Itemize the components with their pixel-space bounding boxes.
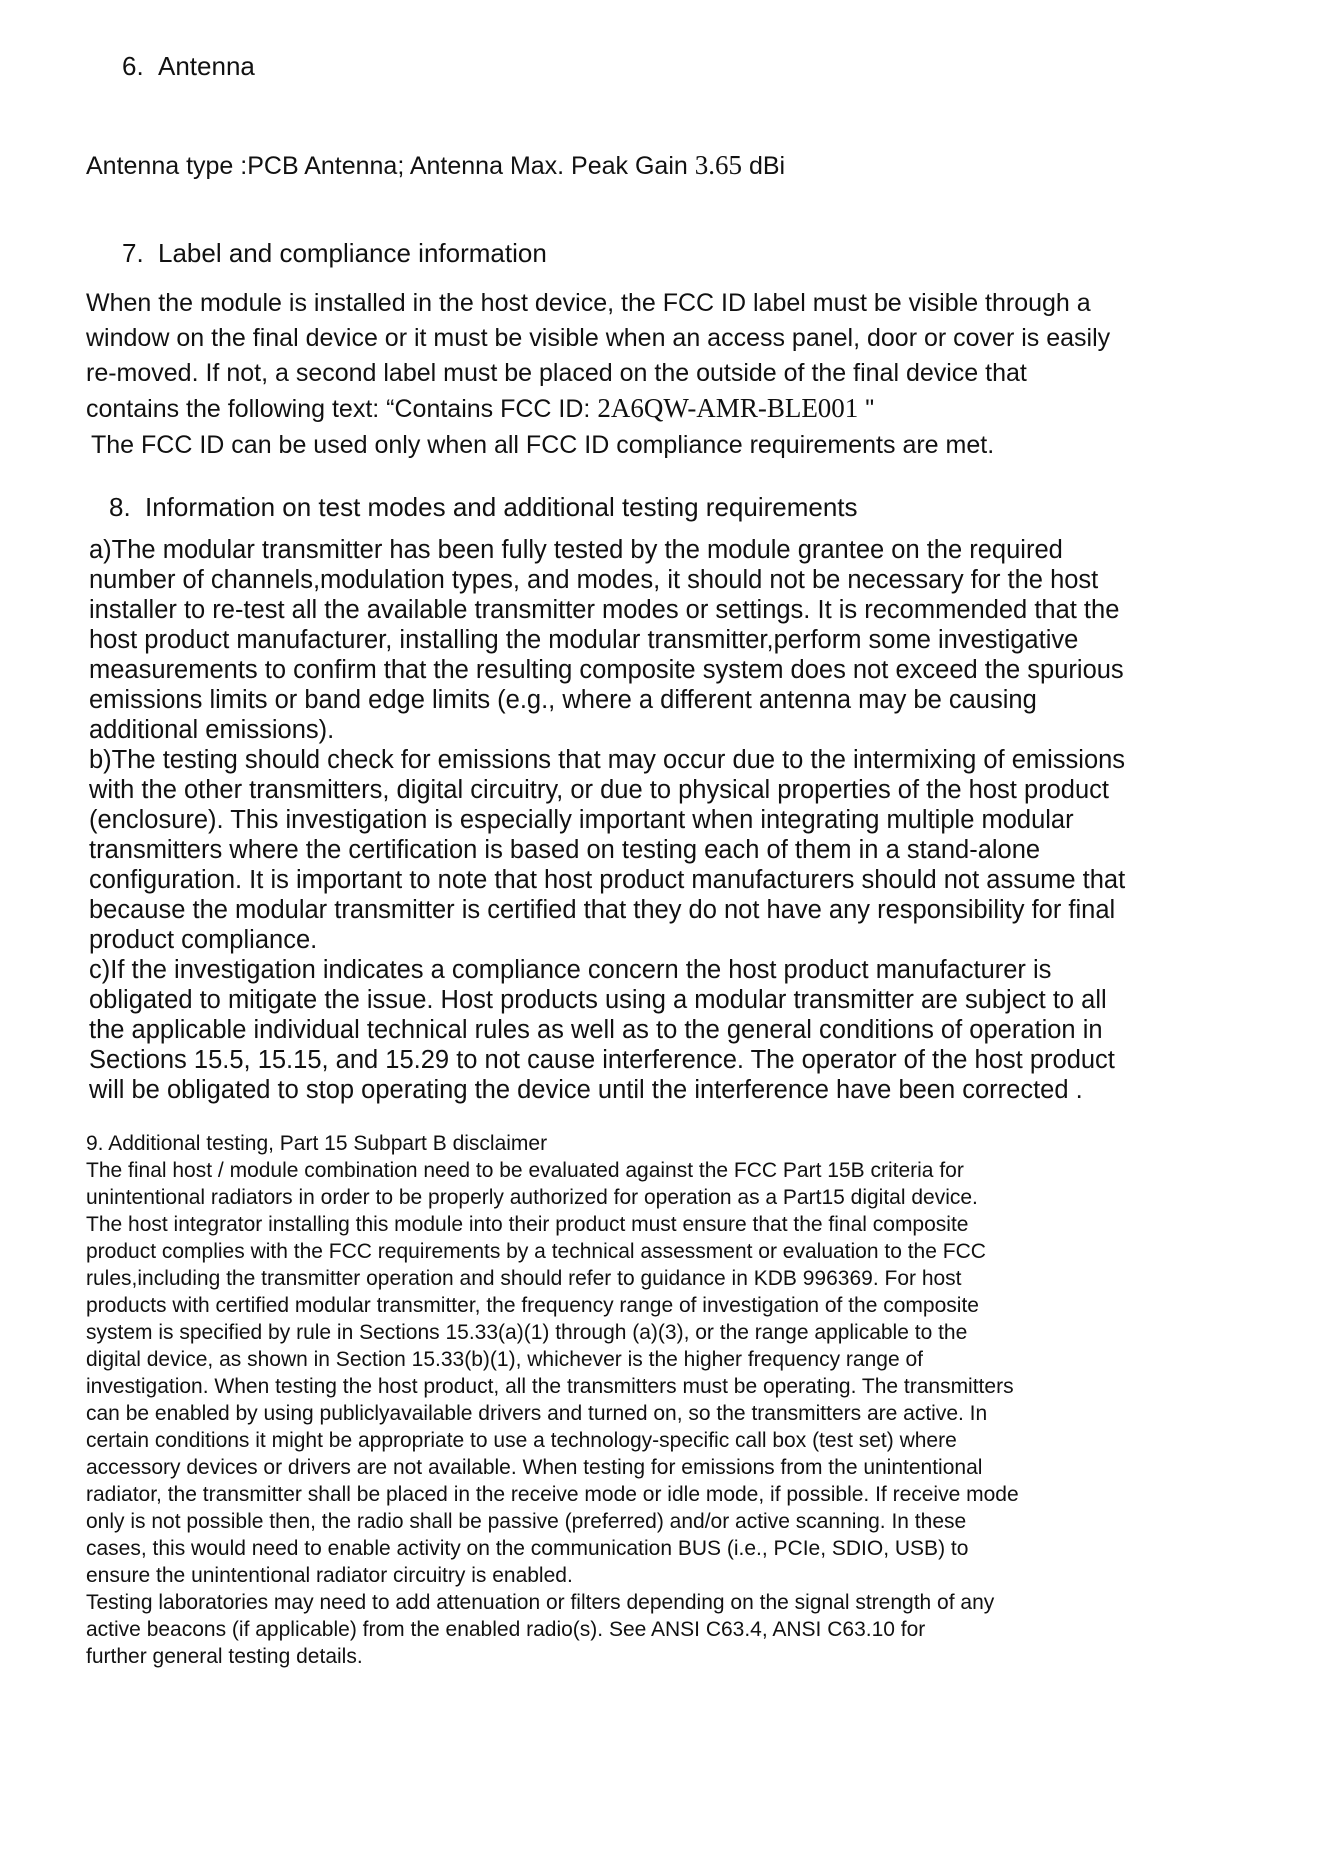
section-9-line: The final host / module combination need to be evaluated against the FCC Part 15B criteria for xyxy=(86,1159,964,1182)
section-9-line: further general testing details. xyxy=(86,1645,363,1668)
section-8-heading xyxy=(109,491,858,523)
section-7-number: 7. xyxy=(122,238,144,268)
section-8-line: obligated to mitigate the issue. Host products using a modular transmitter are subject to all xyxy=(89,986,1107,1014)
section-9-line: certain conditions it might be appropriate to use a technology-specific call box (test set) where xyxy=(86,1429,957,1452)
section-9-line: product complies with the FCC requirements by a technical assessment or evaluation to the FCC xyxy=(86,1240,986,1263)
section-7-title: Label and compliance information xyxy=(158,238,547,268)
fcc-id-compliance-line: The FCC ID can be used only when all FCC ID compliance requirements are met. xyxy=(91,431,995,459)
section-8-line: host product manufacturer, installing the modular transmitter,perform some investigative xyxy=(89,626,1079,654)
section-6-title: Antenna xyxy=(158,51,255,81)
antenna-type-text: Antenna type :PCB Antenna; Antenna Max. Peak Gain xyxy=(86,152,695,180)
section-9-line: rules,including the transmitter operation and should refer to guidance in KDB 996369. For host xyxy=(86,1267,962,1290)
section-9-line: cases, this would need to enable activity on the communication BUS (i.e., PCIe, SDIO, USB) to xyxy=(86,1537,969,1560)
section-7-line: re-moved. If not, a second label must be placed on the outside of the final device that xyxy=(86,359,1027,387)
contains-text: contains the following text: “Contains FCC ID: xyxy=(86,395,598,423)
section-7-line: When the module is installed in the host device, the FCC ID label must be visible through a xyxy=(86,289,1091,317)
section-8-line: installer to re-test all the available transmitter modes or settings. It is recommended that the xyxy=(89,596,1120,624)
section-7-contains-line xyxy=(86,393,874,424)
section-8-line: with the other transmitters, digital circuitry, or due to physical properties of the host product xyxy=(89,776,1109,804)
section-9-line: products with certified modular transmitter, the frequency range of investigation of the composite xyxy=(86,1294,979,1317)
section-8-line: (enclosure). This investigation is especially important when integrating multiple modular xyxy=(89,806,1074,834)
fcc-id-value: 2A6QW-AMR-BLE001 xyxy=(597,393,859,423)
section-9-line: radiator, the transmitter shall be placed in the receive mode or idle mode, if possible. If receive mode xyxy=(86,1483,1019,1506)
contains-quote: " xyxy=(858,395,875,423)
section-8-line: the applicable individual technical rules as well as to the general conditions of operation in xyxy=(89,1016,1103,1044)
section-8-line: measurements to confirm that the resulting composite system does not exceed the spurious xyxy=(89,656,1124,684)
section-8-number: 8. xyxy=(109,492,131,522)
section-9-line: Testing laboratories may need to add attenuation or filters depending on the signal strength of any xyxy=(86,1591,995,1614)
section-9-line: digital device, as shown in Section 15.33(b)(1), whichever is the higher frequency range of xyxy=(86,1348,923,1371)
section-8-line: emissions limits or band edge limits (e.g., where a different antenna may be causing xyxy=(89,686,1037,714)
section-8-line: because the modular transmitter is certified that they do not have any responsibility for final xyxy=(89,896,1116,924)
section-9-line: system is specified by rule in Sections 15.33(a)(1) through (a)(3), or the range applicable to the xyxy=(86,1321,968,1344)
section-7-heading xyxy=(122,237,547,269)
section-9-line: The host integrator installing this module into their product must ensure that the final composite xyxy=(86,1213,969,1236)
section-8-line: Sections 15.5, 15.15, and 15.29 to not cause interference. The operator of the host product xyxy=(89,1046,1115,1074)
section-9-line: active beacons (if applicable) from the enabled radio(s). See ANSI C63.4, ANSI C63.10 for xyxy=(86,1618,926,1641)
section-6-heading xyxy=(122,50,255,82)
section-7-line: window on the final device or it must be visible when an access panel, door or cover is easily xyxy=(86,324,1111,352)
section-8-title: Information on test modes and additional testing requirements xyxy=(145,492,858,522)
section-9-heading: 9. Additional testing, Part 15 Subpart B disclaimer xyxy=(86,1132,548,1155)
antenna-gain-value: 3.65 xyxy=(694,150,742,180)
section-9-line: investigation. When testing the host product, all the transmitters must be operating. The transmitters xyxy=(86,1375,1014,1398)
antenna-gain-unit: dBi xyxy=(742,152,786,180)
section-9-line: can be enabled by using publiclyavailable drivers and turned on, so the transmitters are active. In xyxy=(86,1402,988,1425)
section-8-line: c)If the investigation indicates a compliance concern the host product manufacturer is xyxy=(89,956,1052,984)
section-8-line: product compliance. xyxy=(89,926,318,954)
section-8-line: a)The modular transmitter has been fully tested by the module grantee on the required xyxy=(89,536,1063,564)
section-9-line: accessory devices or drivers are not available. When testing for emissions from the unintentional xyxy=(86,1456,983,1479)
section-8-line: configuration. It is important to note that host product manufacturers should not assume that xyxy=(89,866,1126,894)
section-9-line: unintentional radiators in order to be properly authorized for operation as a Part15 digital device. xyxy=(86,1186,978,1209)
section-6-number: 6. xyxy=(122,51,144,81)
section-9-line: ensure the unintentional radiator circuitry is enabled. xyxy=(86,1564,573,1587)
antenna-type-line xyxy=(86,150,785,181)
section-8-line: transmitters where the certification is based on testing each of them in a stand-alone xyxy=(89,836,1041,864)
section-9-line: only is not possible then, the radio shall be passive (preferred) and/or active scanning. In these xyxy=(86,1510,967,1533)
section-8-line: will be obligated to stop operating the device until the interference have been corrected . xyxy=(89,1076,1083,1104)
section-8-line: number of channels,modulation types, and modes, it should not be necessary for the host xyxy=(89,566,1099,594)
section-8-line: additional emissions). xyxy=(89,716,335,744)
section-8-line: b)The testing should check for emissions that may occur due to the intermixing of emissions xyxy=(89,746,1126,774)
